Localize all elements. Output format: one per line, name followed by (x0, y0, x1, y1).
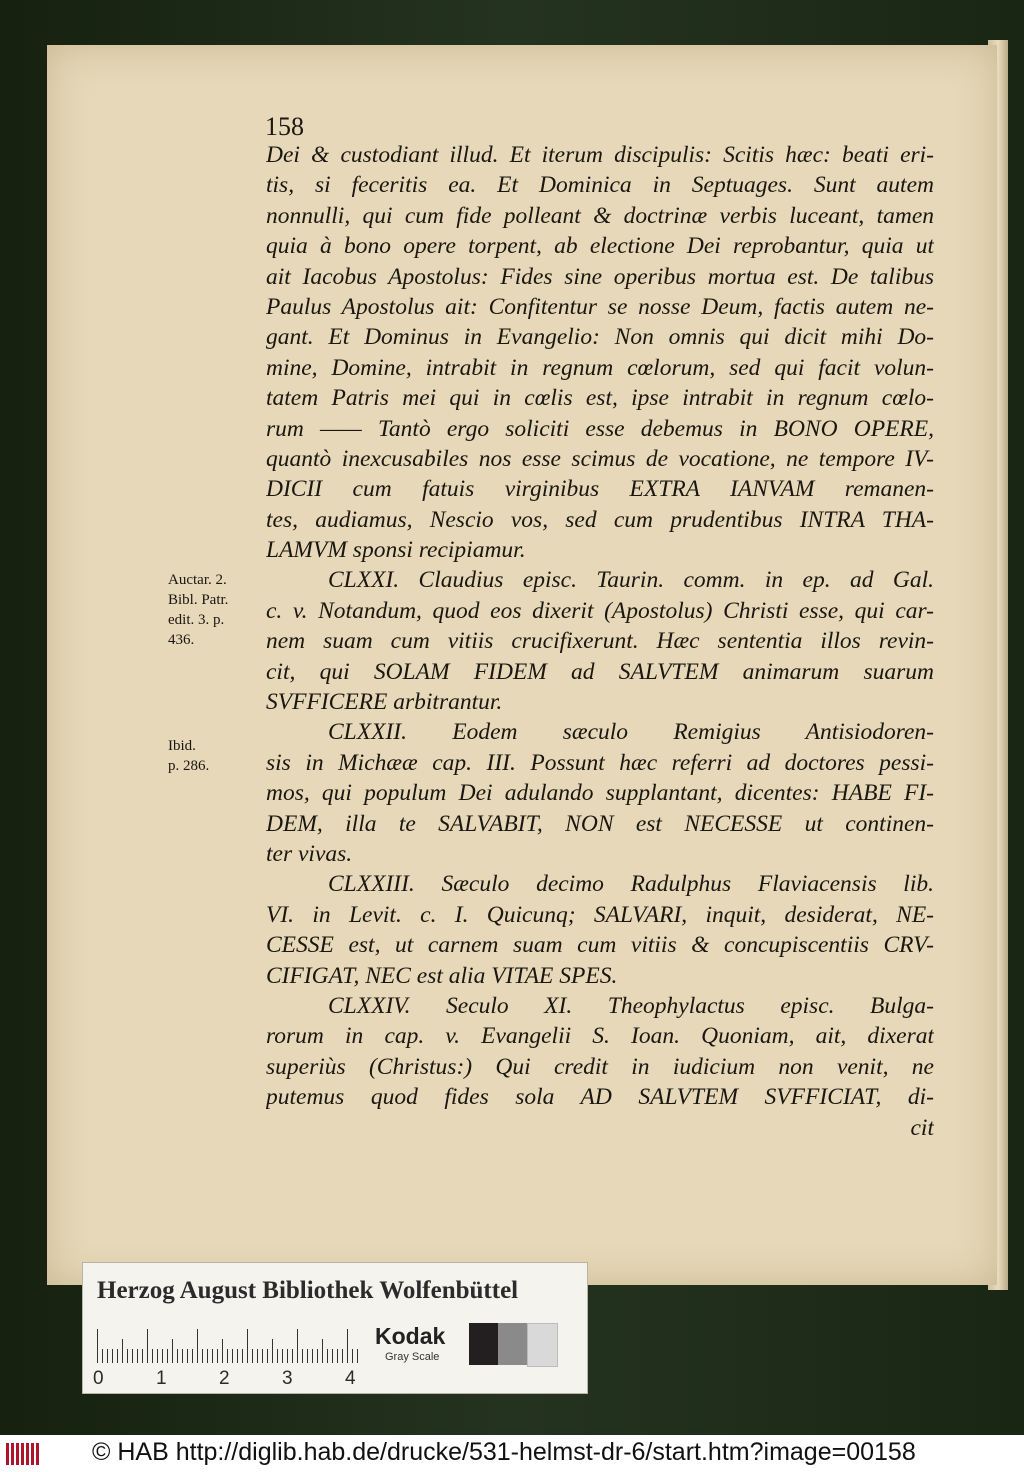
ruler-tick (307, 1349, 308, 1363)
margin-note-line: Bibl. Patr. (168, 592, 229, 608)
text-line: ter vivas. (266, 840, 353, 867)
ruler-tick (117, 1349, 118, 1363)
ruler-tick (252, 1349, 253, 1363)
ruler-tick (97, 1329, 98, 1363)
ruler-number: 4 (345, 1368, 356, 1389)
ruler-number: 0 (93, 1368, 104, 1389)
text-line: gant. Et Dominus in Evangelio: Non omnis qui dicit mihi Do- (266, 324, 934, 351)
ruler-tick (352, 1349, 353, 1363)
ruler-tick (207, 1349, 208, 1363)
ruler-tick (297, 1329, 298, 1363)
ruler-tick (272, 1339, 273, 1363)
text-line: CLXXII. Eodem sæculo Remigius Antisiodoren- (328, 719, 934, 746)
library-label-card (82, 1262, 588, 1394)
text-line: ait Iacobus Apostolus: Fides sine operibus mortua est. De talibus (266, 263, 934, 290)
text-line: tes, audiamus, Nescio vos, sed cum prudentibus INTRA THA- (266, 506, 934, 533)
ruler-tick (347, 1329, 348, 1363)
footer-copyright: © HAB http://diglib.hab.de/drucke/531-helmst-dr-6/start.htm?image=00158 (92, 1438, 916, 1466)
library-name: Herzog August Bibliothek Wolfenbüttel (97, 1277, 519, 1304)
gray-swatch-mid (498, 1323, 527, 1365)
text-line: mos, qui populum Dei adulando supplantant, dicentes: HABE FI- (266, 780, 934, 807)
gray-swatch-light (527, 1323, 558, 1367)
text-line: cit, qui SOLAM FIDEM ad SALVTEM animarum suarum (266, 658, 934, 685)
ruler-tick (222, 1339, 223, 1363)
text-line: Paulus Apostolus ait: Confitentur se nosse Deum, factis autem ne- (266, 293, 934, 320)
text-line: CLXXIV. Seculo XI. Theophylactus episc. Bulga- (328, 992, 934, 1019)
ruler-tick (177, 1349, 178, 1363)
text-line: quia à bono opere torpent, ab electione Dei reprobantur, quia ut (266, 233, 934, 260)
ruler-tick (162, 1349, 163, 1363)
ruler-tick (167, 1349, 168, 1363)
hab-logo-icon (6, 1443, 40, 1465)
text-line: putemus quod fides sola AD SALVTEM SVFFICIAT, di- (266, 1084, 934, 1111)
text-line: tatem Patris mei qui in cœlis est, ipse intrabit in regnum cœlo- (266, 385, 934, 412)
text-line: CESSE est, ut carnem suam cum vitiis & concupiscentiis CRV- (266, 932, 934, 959)
text-line: CIFIGAT, NEC est alia VITAE SPES. (266, 962, 618, 989)
text-line: DICII cum fatuis virginibus EXTRA IANVAM remanen- (266, 476, 934, 503)
ruler-tick (312, 1349, 313, 1363)
ruler-tick (282, 1349, 283, 1363)
ruler-tick (237, 1349, 238, 1363)
ruler-tick (327, 1349, 328, 1363)
gray-scale-label: Gray Scale (385, 1351, 440, 1363)
ruler-number: 3 (282, 1368, 293, 1389)
margin-note-line: Auctar. 2. (168, 572, 227, 588)
ruler-tick (332, 1349, 333, 1363)
text-line: CLXXIII. Sæculo decimo Radulphus Flaviacensis lib. (328, 871, 934, 898)
ruler-tick (202, 1349, 203, 1363)
ruler-tick (152, 1349, 153, 1363)
ruler-tick (287, 1349, 288, 1363)
ruler-tick (102, 1349, 103, 1363)
ruler-tick (277, 1349, 278, 1363)
ruler-tick (137, 1349, 138, 1363)
ruler-tick (172, 1339, 173, 1363)
ruler-tick (342, 1349, 343, 1363)
ruler-tick (232, 1349, 233, 1363)
margin-note-1 (168, 570, 263, 650)
ruler-tick (192, 1349, 193, 1363)
text-line: cit (910, 1114, 934, 1141)
ruler-scale (97, 1325, 357, 1363)
page-number: 158 (265, 112, 304, 141)
text-line: superiùs (Christus:) Qui credit in iudicium non venit, ne (266, 1053, 934, 1080)
ruler-tick (182, 1349, 183, 1363)
text-line: rorum in cap. v. Evangelii S. Ioan. Quoniam, ait, dixerat (266, 1023, 934, 1050)
text-line: LAMVM sponsi recipiamur. (266, 537, 526, 564)
ruler-tick (292, 1349, 293, 1363)
footer-bar (0, 1435, 1024, 1472)
ruler-number: 1 (156, 1368, 167, 1389)
text-line: nem suam cum vitiis crucifixerunt. Hæc sententia illos revin- (266, 628, 934, 655)
body-text (266, 140, 934, 1143)
ruler-tick (217, 1349, 218, 1363)
text-line: tis, si feceritis ea. Et Dominica in Septuages. Sunt autem (266, 172, 934, 199)
ruler-tick (322, 1339, 323, 1363)
text-line: CLXXI. Claudius episc. Taurin. comm. in ep. ad Gal. (328, 567, 934, 594)
ruler-tick (147, 1329, 148, 1363)
gray-swatch-black (469, 1323, 498, 1365)
text-line: sis in Michææ cap. III. Possunt hæc referri ad doctores pessi- (266, 749, 934, 776)
ruler-tick (317, 1349, 318, 1363)
text-line: DEM, illa te SALVABIT, NON est NECESSE ut continen- (266, 810, 934, 837)
ruler-tick (247, 1329, 248, 1363)
text-line: rum —— Tantò ergo soliciti esse debemus in BONO OPERE, (266, 415, 934, 442)
text-line: nonnulli, qui cum fide polleant & doctrinæ verbis luceant, tamen (266, 202, 934, 229)
ruler-tick (302, 1349, 303, 1363)
ruler-tick (112, 1349, 113, 1363)
text-line: mine, Domine, intrabit in regnum cœlorum, sed qui facit volun- (266, 354, 934, 381)
margin-note-line: Ibid. (168, 738, 196, 754)
ruler-tick (262, 1349, 263, 1363)
ruler-tick (142, 1349, 143, 1363)
text-line: VI. in Levit. c. I. Quicunq; SALVARI, inquit, desiderat, NE- (266, 901, 934, 928)
margin-note-2 (168, 736, 263, 776)
ruler-tick (337, 1349, 338, 1363)
margin-note-line: 436. (168, 632, 195, 648)
kodak-logo: Kodak (375, 1323, 446, 1349)
ruler-tick (122, 1339, 123, 1363)
ruler-tick (257, 1349, 258, 1363)
margin-note-line: edit. 3. p. (168, 612, 225, 628)
ruler-tick (227, 1349, 228, 1363)
ruler-tick (212, 1349, 213, 1363)
ruler-number: 2 (219, 1368, 230, 1389)
text-line: quantò inexcusabiles nos esse scimus de vocatione, ne tempore IV- (266, 445, 934, 472)
ruler-tick (267, 1349, 268, 1363)
ruler-tick (157, 1349, 158, 1363)
ruler-tick (107, 1349, 108, 1363)
ruler-tick (127, 1349, 128, 1363)
ruler-tick (197, 1329, 198, 1363)
ruler-tick (242, 1349, 243, 1363)
text-line: c. v. Notandum, quod eos dixerit (Apostolus) Christi esse, qui car- (266, 597, 934, 624)
ruler-tick (132, 1349, 133, 1363)
text-line: SVFFICERE arbitrantur. (266, 689, 503, 716)
margin-note-line: p. 286. (168, 758, 210, 774)
ruler-tick (357, 1349, 358, 1363)
ruler-tick (187, 1349, 188, 1363)
text-line: Dei & custodiant illud. Et iterum discipulis: Scitis hæc: beati eri- (266, 142, 934, 168)
